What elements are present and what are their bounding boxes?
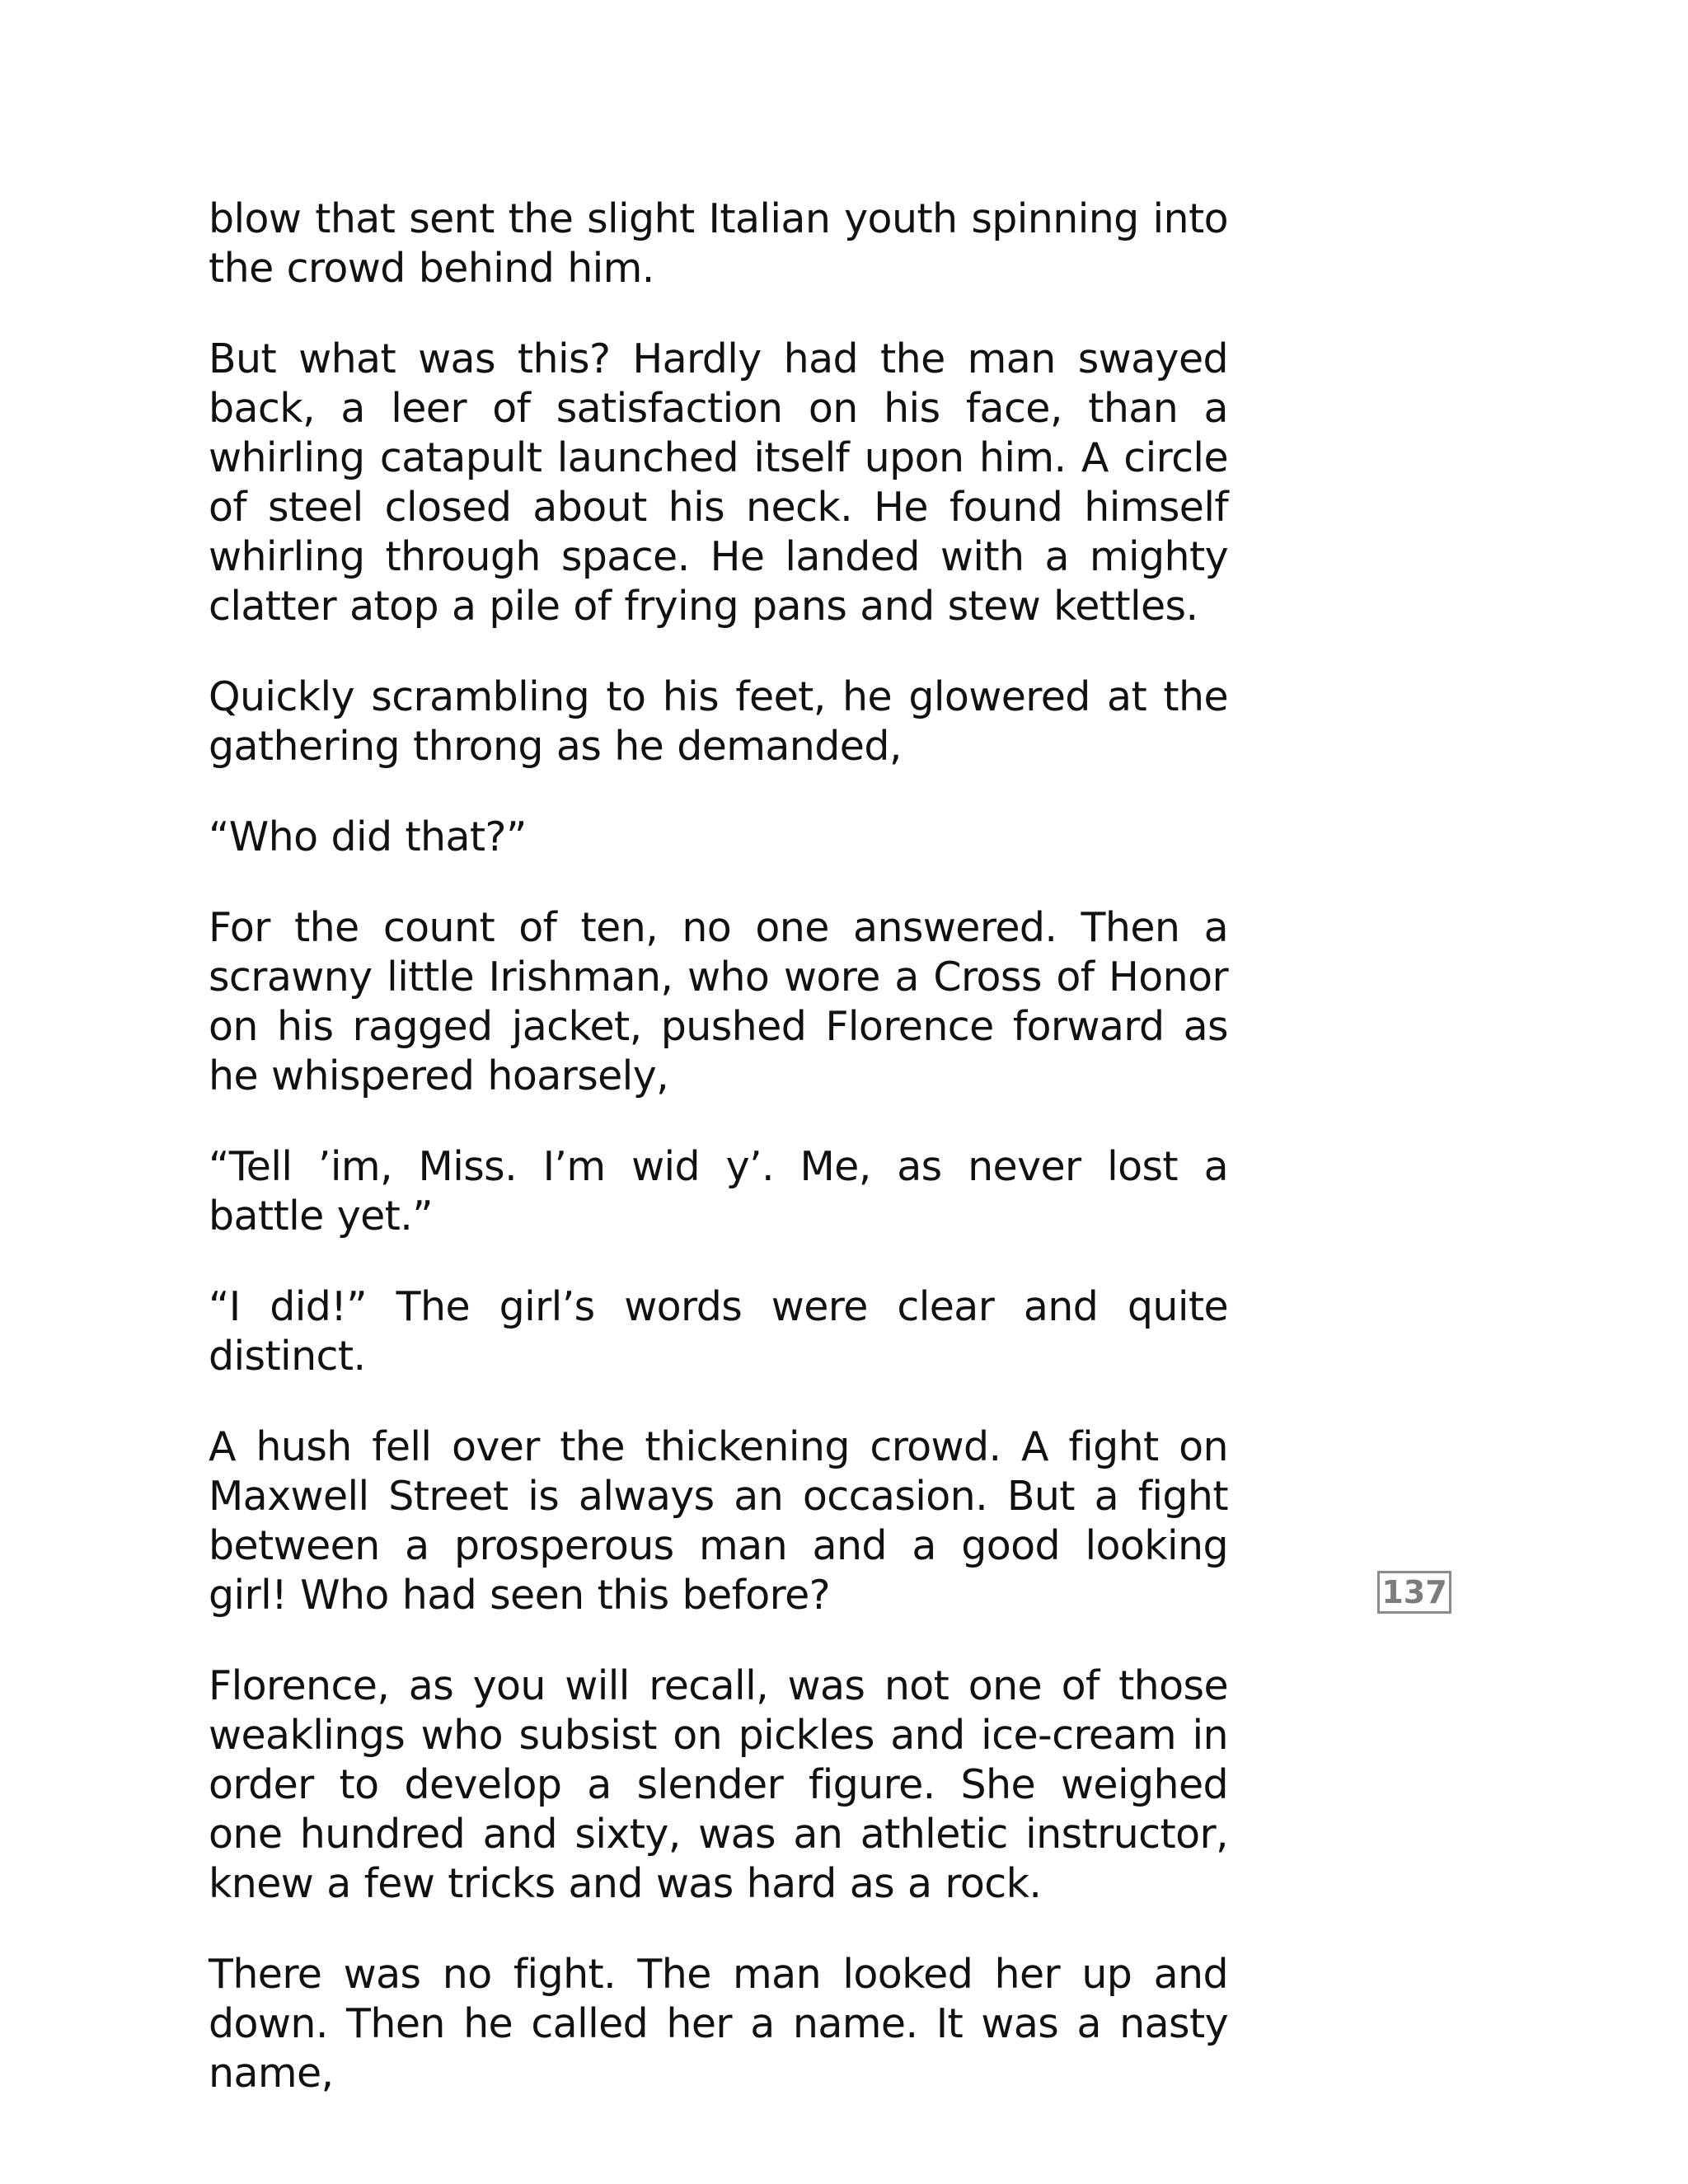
paragraph-9: Florence, as you will recall, was not one of those weaklings who subsist on pickles and ice-cream in order to develop a slender figure. She weighed one hundred and sixty, was an athletic instructor, knew a few tricks and was hard as a rock.	[209, 1662, 1228, 1907]
paragraph-10: There was no fight. The man looked her up and down. Then he called her a name. It was a nasty name,	[209, 1951, 1228, 2097]
paragraph-2: But what was this? Hardly had the man swayed back, a leer of satisfaction on his face, than a whirling catapult launched itself upon him. A circle of steel closed about his neck. He found himself whirling through space. He landed with a mighty clatter atop a pile of frying pans and stew kettles.	[209, 335, 1228, 630]
paragraph-1: blow that sent the slight Italian youth spinning into the crowd behind him.	[209, 195, 1228, 292]
paragraph-6: “Tell ’im, Miss. I’m wid y’. Me, as never lost a battle yet.”	[209, 1143, 1228, 1240]
paragraph-7: “I did!” The girl’s words were clear and quite distinct.	[209, 1283, 1228, 1380]
paragraph-8: A hush fell over the thickening crowd. A fight on Maxwell Street is always an occasion. But a fight between a prosperous man and a good looking girl! Who had seen this before?	[209, 1423, 1228, 1619]
paragraph-4: “Who did that?”	[209, 813, 527, 860]
paragraph-5: For the count of ten, no one answered. Then a scrawny little Irishman, who wore a Cross of Honor on his ragged jacket, pushed Florence forward as he whispered hoarsely,	[209, 904, 1228, 1099]
paragraph-3: Quickly scrambling to his feet, he glowered at the gathering throng as he demanded,	[209, 673, 1228, 770]
page-number-badge: 137	[1377, 1571, 1451, 1614]
body-text	[209, 194, 1228, 2098]
